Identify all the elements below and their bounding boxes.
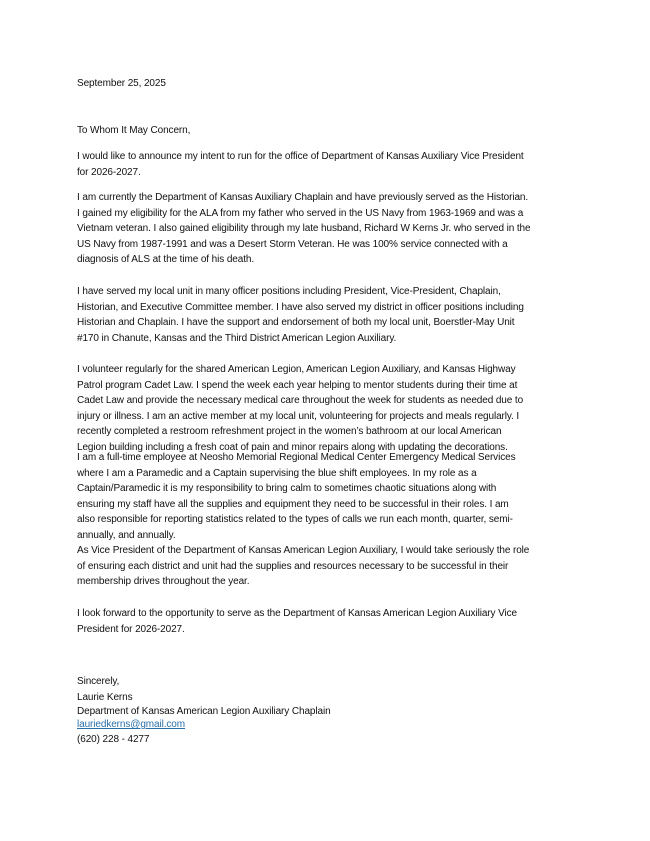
paragraph [77, 190, 577, 268]
paragraph-line: I am a full-time employee at Neosho Memorial Regional Medical Center Emergency Medical Services [77, 452, 516, 463]
paragraph-line: I volunteer regularly for the shared American Legion, American Legion Auxiliary, and Kansas Highway [77, 364, 516, 375]
paragraph-line: injury or illness. I am an active member at my local unit, volunteering for projects and meals regularly. I [77, 410, 520, 422]
paragraph-line: for 2026-2027. [77, 166, 141, 178]
phone-number: (620) 228 - 4277 [77, 734, 150, 746]
paragraph-line: #170 in Chanute, Kansas and the Third District American Legion Auxiliary. [77, 332, 397, 344]
paragraph-line: recently completed a restroom refreshment project in the women’s bathroom at our local American [77, 426, 502, 438]
paragraph-line: I look forward to the opportunity to serve as the Department of Kansas American Legion Auxiliary Vice [77, 608, 517, 619]
salutation [77, 123, 577, 139]
paragraph-line: As Vice President of the Department of Kansas American Legion Auxiliary, I would take seriously the role [77, 545, 530, 556]
paragraph [77, 606, 577, 637]
paragraph-line: annually, and annually. [77, 529, 176, 541]
paragraph-line: also responsible for reporting statistics related to the types of calls we run each month, quarter, semi- [77, 514, 513, 526]
paragraph-line: I gained my eligibility for the ALA from my father who served in the US Navy from 1963-1969 and was a [77, 207, 524, 219]
paragraph-line: President for 2026-2027. [77, 623, 185, 635]
paragraph [77, 149, 577, 180]
paragraph-line: Patrol program Cadet Law. I spend the week each year helping to mentor students during their time at [77, 379, 518, 391]
paragraph-line: I am currently the Department of Kansas Auxiliary Chaplain and have previously served as the Historian. [77, 192, 529, 203]
date-text: September 25, 2025 [77, 78, 166, 89]
valediction: Sincerely, [77, 676, 120, 687]
paragraph-line: US Navy from 1987-1991 and was a Desert Storm Veteran. He was 100% service connected with a [77, 238, 508, 250]
paragraph [77, 284, 577, 346]
paragraph-line: diagnosis of ALS at the time of his death. [77, 254, 255, 266]
paragraph-line: ensuring my staff have all the supplies and equipment they need to be successful in their roles. I am [77, 498, 509, 510]
letter-date [77, 76, 577, 92]
paragraph-line: Historian and Chaplain. I have the support and endorsement of both my local unit, Boerstler-May Unit [77, 317, 515, 329]
paragraph-line: of ensuring each district and unit had the supplies and resources necessary to be successful in their [77, 560, 509, 572]
paragraph [77, 450, 577, 544]
signer-name: Laurie Kerns [77, 691, 133, 703]
paragraph-line: Cadet Law and provide the necessary medical care throughout the week for students as needed due to [77, 395, 524, 407]
signature-block [77, 674, 577, 748]
paragraph-line: Vietnam veteran. I also gained eligibility through my late husband, Richard W Kerns Jr. who served in the [77, 223, 531, 235]
salutation-text: To Whom It May Concern, [77, 125, 191, 136]
paragraph-line: Legion building including a fresh coat of pain and minor repairs along with updating the decorations. [77, 441, 508, 453]
email-link[interactable]: lauriedkerns@gmail.com [77, 719, 185, 731]
signer-title: Department of Kansas American Legion Auxiliary Chaplain [77, 706, 331, 718]
paragraph-line: I have served my local unit in many officer positions including President, Vice-President, Chaplain, [77, 286, 501, 297]
paragraph-line: where I am a Paramedic and a Captain supervising the blue shift employees. In my role as a [77, 467, 477, 479]
paragraph-line: Captain/Paramedic it is my responsibility to bring calm to sometimes chaotic situations along with [77, 483, 497, 495]
paragraph [77, 362, 577, 456]
paragraph-line: membership drives throughout the year. [77, 576, 250, 588]
paragraph-line: Historian, and Executive Committee member. I have also served my district in officer positions including [77, 301, 524, 313]
paragraph-line: I would like to announce my intent to run for the office of Department of Kansas Auxiliary Vice President [77, 151, 524, 162]
paragraph [77, 543, 577, 590]
